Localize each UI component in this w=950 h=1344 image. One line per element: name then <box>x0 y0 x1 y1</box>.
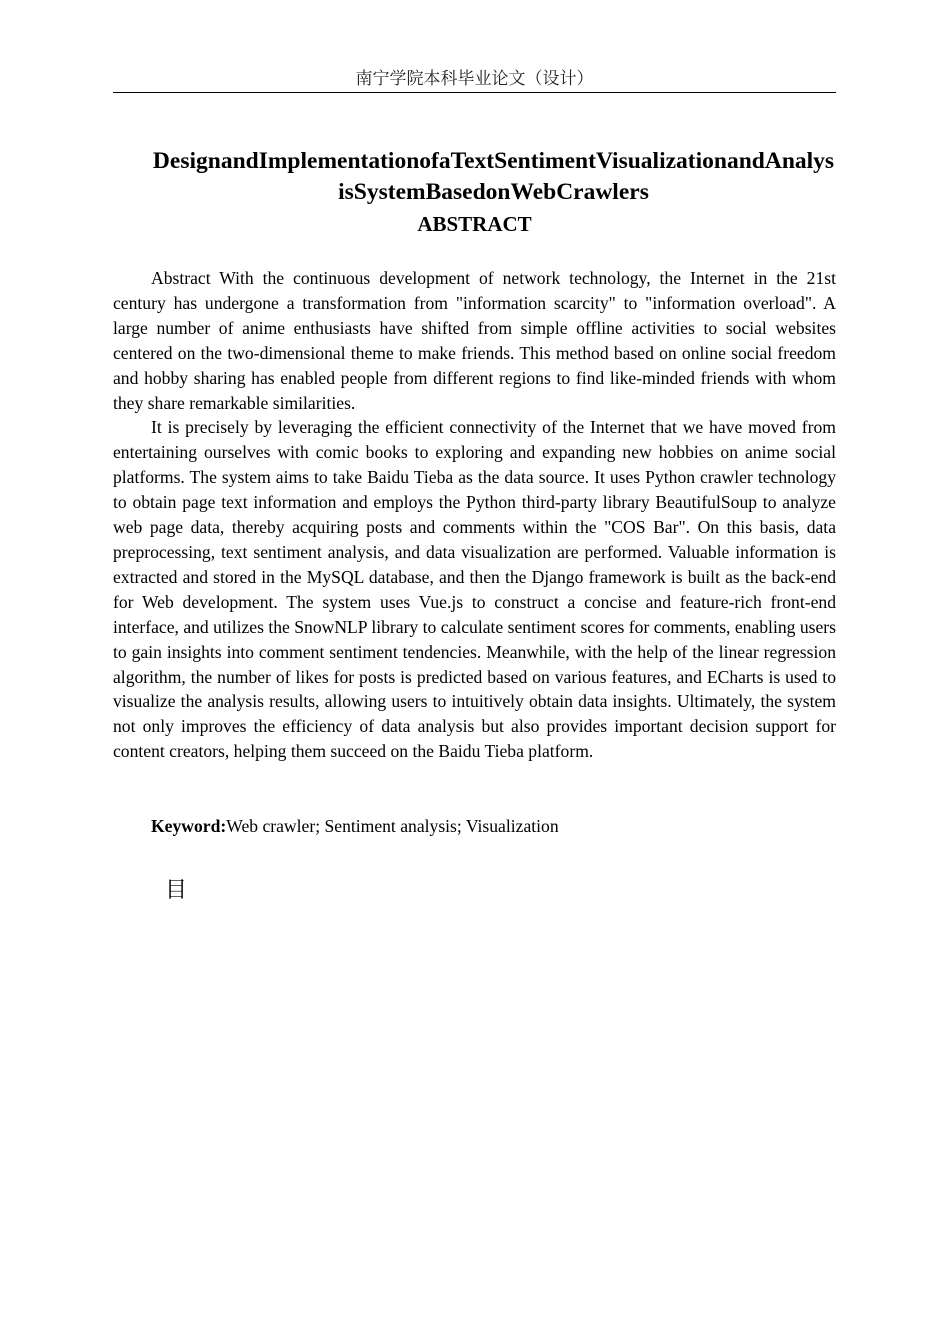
abstract-heading: ABSTRACT <box>417 212 532 236</box>
keywords-line <box>151 814 559 839</box>
keywords-value: Web crawler; Sentiment analysis; Visualization <box>226 816 559 836</box>
running-header-title: 南宁学院本科毕业论文（设计） <box>355 69 594 89</box>
running-header <box>113 66 836 93</box>
keywords-label: Keyword: <box>151 816 227 836</box>
abstract-body <box>113 266 836 764</box>
abstract-paragraph: Abstract With the continuous development of network technology, the Internet in the 21st century has undergone a transformation from "information scarcity" to "information overload". A large number of anime enthusiasts have shifted from simple offline activities to social websites centered on the two-dimensional theme to make friends. This method based on online social freedom and hobby sharing has enabled people from different regions to find like-minded friends with whom they share remarkable similarities. <box>113 268 836 413</box>
toc-heading: 目 <box>165 878 188 903</box>
abstract-paragraph: It is precisely by leveraging the efficient connectivity of the Internet that we have moved from entertaining ourselves with comic books to exploring and expanding new hobbies on anime social platforms. The system aims to take Baidu Tieba as the data source. It uses Python crawler technology to obtain page text information and employs the Python third-party library BeautifulSoup to analyze web page data, thereby acquiring posts and comments within the "COS Bar". On this basis, data preprocessing, text sentiment analysis, and data visualization are performed. Valuable information is extracted and stored in the MySQL database, and then the Django framework is built as the back-end for Web development. The system uses Vue.js to construct a concise and feature-rich front-end interface, and utilizes the SnowNLP library to calculate sentiment scores for comments, enabling users to gain insights into comment sentiment tendencies. Meanwhile, with the help of the linear regression algorithm, the number of likes for posts is predicted based on various features, and ECharts is used to visualize the analysis results, allowing users to intuitively obtain data insights. Ultimately, the system not only improves the efficiency of data analysis but also provides important decision support for content creators, helping them succeed on the Baidu Tieba platform. <box>113 417 836 762</box>
title-block <box>113 146 836 237</box>
paper-title: DesignandImplementationofaTextSentimentVisualizationandAnalysisSystemBasedonWebCrawlers <box>152 148 835 205</box>
